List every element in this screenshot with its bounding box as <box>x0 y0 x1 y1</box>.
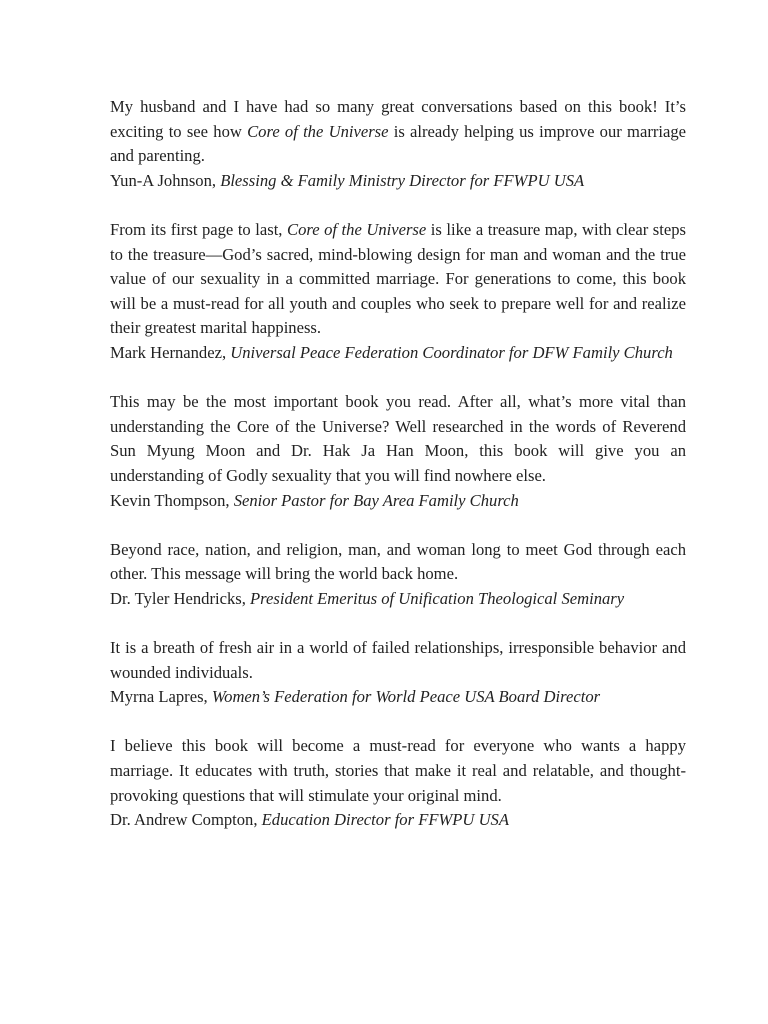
book-title: Core of the Universe <box>247 121 389 141</box>
endorsements-page <box>110 95 686 857</box>
endorsement-1 <box>110 95 686 193</box>
endorsement-attribution <box>110 489 686 514</box>
quote-text: From its first page to last, <box>110 219 287 239</box>
endorser-name: Yun-A Johnson, <box>110 170 217 190</box>
endorser-name: Dr. Tyler Hendricks, <box>110 588 246 608</box>
endorser-role: Senior Pastor for Bay Area Family Church <box>233 490 519 510</box>
endorsement-attribution <box>110 587 686 612</box>
endorser-role: President Emeritus of Unification Theological Seminary <box>250 588 625 608</box>
endorsement-5 <box>110 636 686 710</box>
endorsement-quote: I believe this book will become a must-read for everyone who wants a happy marriage. It educates with truth, stories that make it real and relatable, and thought-provoking questions that will stimulate your original mind. <box>110 736 686 805</box>
endorsement-attribution <box>110 169 686 194</box>
endorsement-quote <box>110 218 686 341</box>
endorser-role: Women’s Federation for World Peace USA Board Director <box>211 687 601 707</box>
endorser-name: Dr. Andrew Compton, <box>110 810 258 830</box>
endorsement-attribution <box>110 808 686 833</box>
endorsement-3 <box>110 390 686 513</box>
endorsement-6 <box>110 734 686 832</box>
endorser-role: Education Director for FFWPU USA <box>261 810 509 830</box>
endorser-role: Blessing & Family Ministry Director for FFWPU USA <box>220 170 585 190</box>
endorsement-4 <box>110 538 686 612</box>
quote-text: is already helping us improve our marriage and parenting. <box>110 121 687 166</box>
endorsement-quote: Beyond race, nation, and religion, man, and woman long to meet God through each other. This message will bring the world back home. <box>110 539 686 584</box>
quote-text: is like a treasure map, with clear steps to the treasure—God’s sacred, mind-blowing design for man and woman and the true value of our sexuality in a committed marriage. For generations to come, this book will be a must-read for all youth and couples who seek to prepare well for and realize their greatest marital happiness. <box>110 219 686 338</box>
endorser-role: Universal Peace Federation Coordinator for DFW Family Church <box>230 342 673 362</box>
endorser-name: Mark Hernandez, <box>110 342 227 362</box>
endorsement-attribution <box>110 685 686 710</box>
quote-text: My husband and I have had so many great conversations based on this book! It’s exciting to see how <box>110 97 686 141</box>
endorsement-quote: This may be the most important book you read. After all, what’s more vital than understanding the Core of the Universe? Well researched in the words of Reverend Sun Myung Moon and Dr. Hak Ja Han Moon, this book will give you an understanding of Godly sexuality that you will find nowhere else. <box>110 392 686 485</box>
endorser-name: Myrna Lapres, <box>110 687 208 707</box>
endorsement-quote <box>110 95 686 169</box>
endorsement-quote: It is a breath of fresh air in a world of failed relationships, irresponsible behavior and wounded individuals. <box>110 638 686 682</box>
endorser-name: Kevin Thompson, <box>110 490 230 510</box>
book-title: Core of the Universe <box>287 219 427 239</box>
endorsement-attribution <box>110 341 686 366</box>
endorsement-2 <box>110 218 686 366</box>
